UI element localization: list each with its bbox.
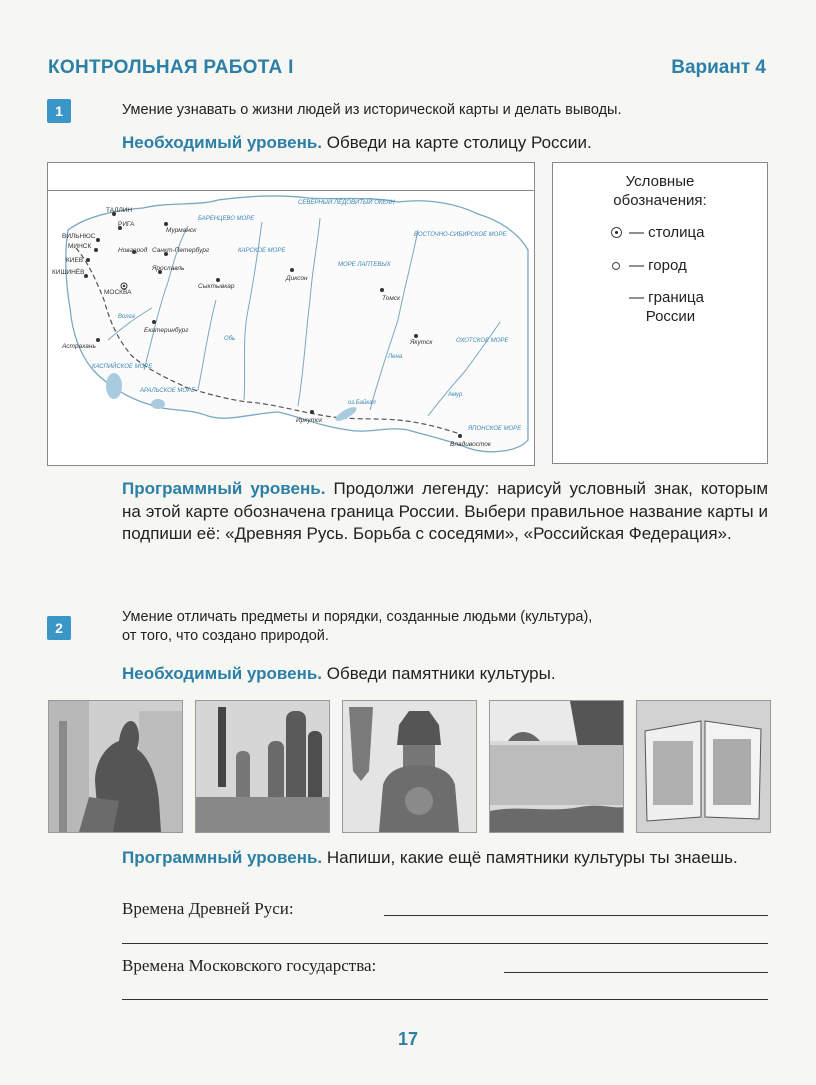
svg-text:Астрахань: Астрахань [62,343,96,350]
legend-capital-text: — столица [629,224,705,241]
svg-text:Лена: Лена [388,354,403,360]
required-level-label: Необходимый уровень. [122,133,323,152]
legend-border-line1: — граница [629,289,704,306]
skill-line2: от того, что создано природой. [122,628,329,644]
legend-title-line1: Условные [625,173,695,190]
city-symbol-icon [612,262,620,270]
answer2-label: Времена Московского государства: [122,956,377,975]
program-level-label: Программный уровень. [122,479,326,498]
svg-text:БАРЕНЦЕВО МОРЕ: БАРЕНЦЕВО МОРЕ [198,216,255,222]
legend-title [553,172,767,210]
legend-city-text: — город [629,257,687,274]
svg-text:СЕВЕРНЫЙ ЛЕДОВИТЫЙ ОКЕАН: СЕВЕРНЫЙ ЛЕДОВИТЫЙ ОКЕАН [298,200,395,206]
required-level-label: Необходимый уровень. [122,664,323,683]
svg-text:ВОСТОЧНО-СИБИРСКОЕ МОРЕ: ВОСТОЧНО-СИБИРСКОЕ МОРЕ [414,232,507,238]
answer1-line2[interactable] [122,943,768,944]
photo-monument-statue[interactable] [48,700,183,833]
skill-line1: Умение отличать предметы и порядки, созданные людьми (культура), [122,609,593,625]
program-level-text: Напиши, какие ещё памятники культуры ты знаешь. [326,848,738,867]
map-drawing [48,190,534,465]
required-level-text: Обведи памятники культуры. [326,664,556,683]
capital-symbol-icon [611,227,622,238]
svg-text:ЯПОНСКОЕ МОРЕ: ЯПОНСКОЕ МОРЕ [468,426,522,432]
photo-ancient-book[interactable] [636,700,771,833]
variant-label: Вариант 4 [671,57,766,78]
border-symbol-blank[interactable] [610,297,622,299]
svg-text:Новгород: Новгород [118,247,148,254]
svg-text:Амур: Амур [448,392,463,398]
required-level-text: Обведи на карте столицу России. [326,133,592,152]
answer1-line1[interactable] [384,915,768,916]
svg-text:Иркутск: Иркутск [296,417,323,424]
legend-city-row [609,256,687,275]
svg-text:АРАЛЬСКОЕ МОРЕ: АРАЛЬСКОЕ МОРЕ [140,388,196,394]
svg-text:МОРЕ ЛАПТЕВЫХ: МОРЕ ЛАПТЕВЫХ [338,262,391,268]
svg-text:Якутск: Якутск [410,339,433,346]
photo-cactus-plants[interactable] [195,700,330,833]
svg-text:ОХОТСКОЕ МОРЕ: ОХОТСКОЕ МОРЕ [456,338,509,344]
svg-text:КИЕВ: КИЕВ [66,257,84,264]
svg-text:МИНСК: МИНСК [68,243,92,250]
photo-knight-armor[interactable] [342,700,477,833]
answer2-line2[interactable] [122,999,768,1000]
svg-text:КАСПИЙСКОЕ МОРЕ: КАСПИЙСКОЕ МОРЕ [92,364,153,370]
svg-text:Ярославль: Ярославль [152,265,185,272]
russia-map[interactable] [47,162,535,466]
required-level-line [122,662,556,686]
task-skill-text: Умение узнавать о жизни людей из исторической карты и делать выводы. [122,102,622,118]
task2-program-text [122,847,768,870]
svg-text:ВИЛЬНЮС: ВИЛЬНЮС [62,233,96,240]
task-number-badge: 1 [47,99,71,123]
map-title-blank [48,163,534,191]
required-level-line [122,131,592,155]
svg-text:Сыктывкар: Сыктывкар [198,283,235,290]
svg-text:РИГА: РИГА [118,221,135,228]
svg-text:оз.Байкал: оз.Байкал [348,400,376,406]
photo-lake-landscape[interactable] [489,700,624,833]
task-number-badge: 2 [47,616,71,640]
program-level-label: Программный уровень. [122,848,323,867]
legend-border-text [629,288,704,326]
svg-text:Мурманск: Мурманск [166,227,197,234]
page-number: 17 [397,1029,419,1049]
map-legend [552,162,768,464]
answer2-line1[interactable] [504,972,768,973]
svg-text:Волга: Волга [118,314,135,320]
svg-text:Екатеринбург: Екатеринбург [144,327,189,334]
legend-capital-row [609,223,704,242]
svg-text:Диксон: Диксон [286,275,308,282]
legend-title-line2: обозначения: [613,192,707,209]
program-level-text: Продолжи легенду: нарисуй условный знак, которым на этой карте обозначена граница России. Выбери правильное название карты и подпиши её: «Древняя Русь. Борьба с соседями», «Российская Федерация». [122,479,769,543]
svg-text:Томск: Томск [382,295,401,302]
svg-text:ТАЛЛИН: ТАЛЛИН [106,207,133,214]
svg-text:Санкт-Петербург: Санкт-Петербург [152,247,210,254]
svg-text:Обь: Обь [224,336,236,342]
legend-border-line2: России [645,308,696,325]
task1-program-text [122,478,768,546]
svg-text:Владивосток: Владивосток [450,441,491,448]
answer1-label: Времена Древней Руси: [122,899,294,918]
legend-border-row [609,288,704,326]
task-skill-text [122,608,592,646]
svg-text:КАРСКОЕ МОРЕ: КАРСКОЕ МОРЕ [238,248,286,254]
svg-text:МОСКВА: МОСКВА [104,289,132,296]
page-title: КОНТРОЛЬНАЯ РАБОТА I [48,57,294,78]
svg-text:КИШИНЁВ: КИШИНЁВ [52,269,85,276]
